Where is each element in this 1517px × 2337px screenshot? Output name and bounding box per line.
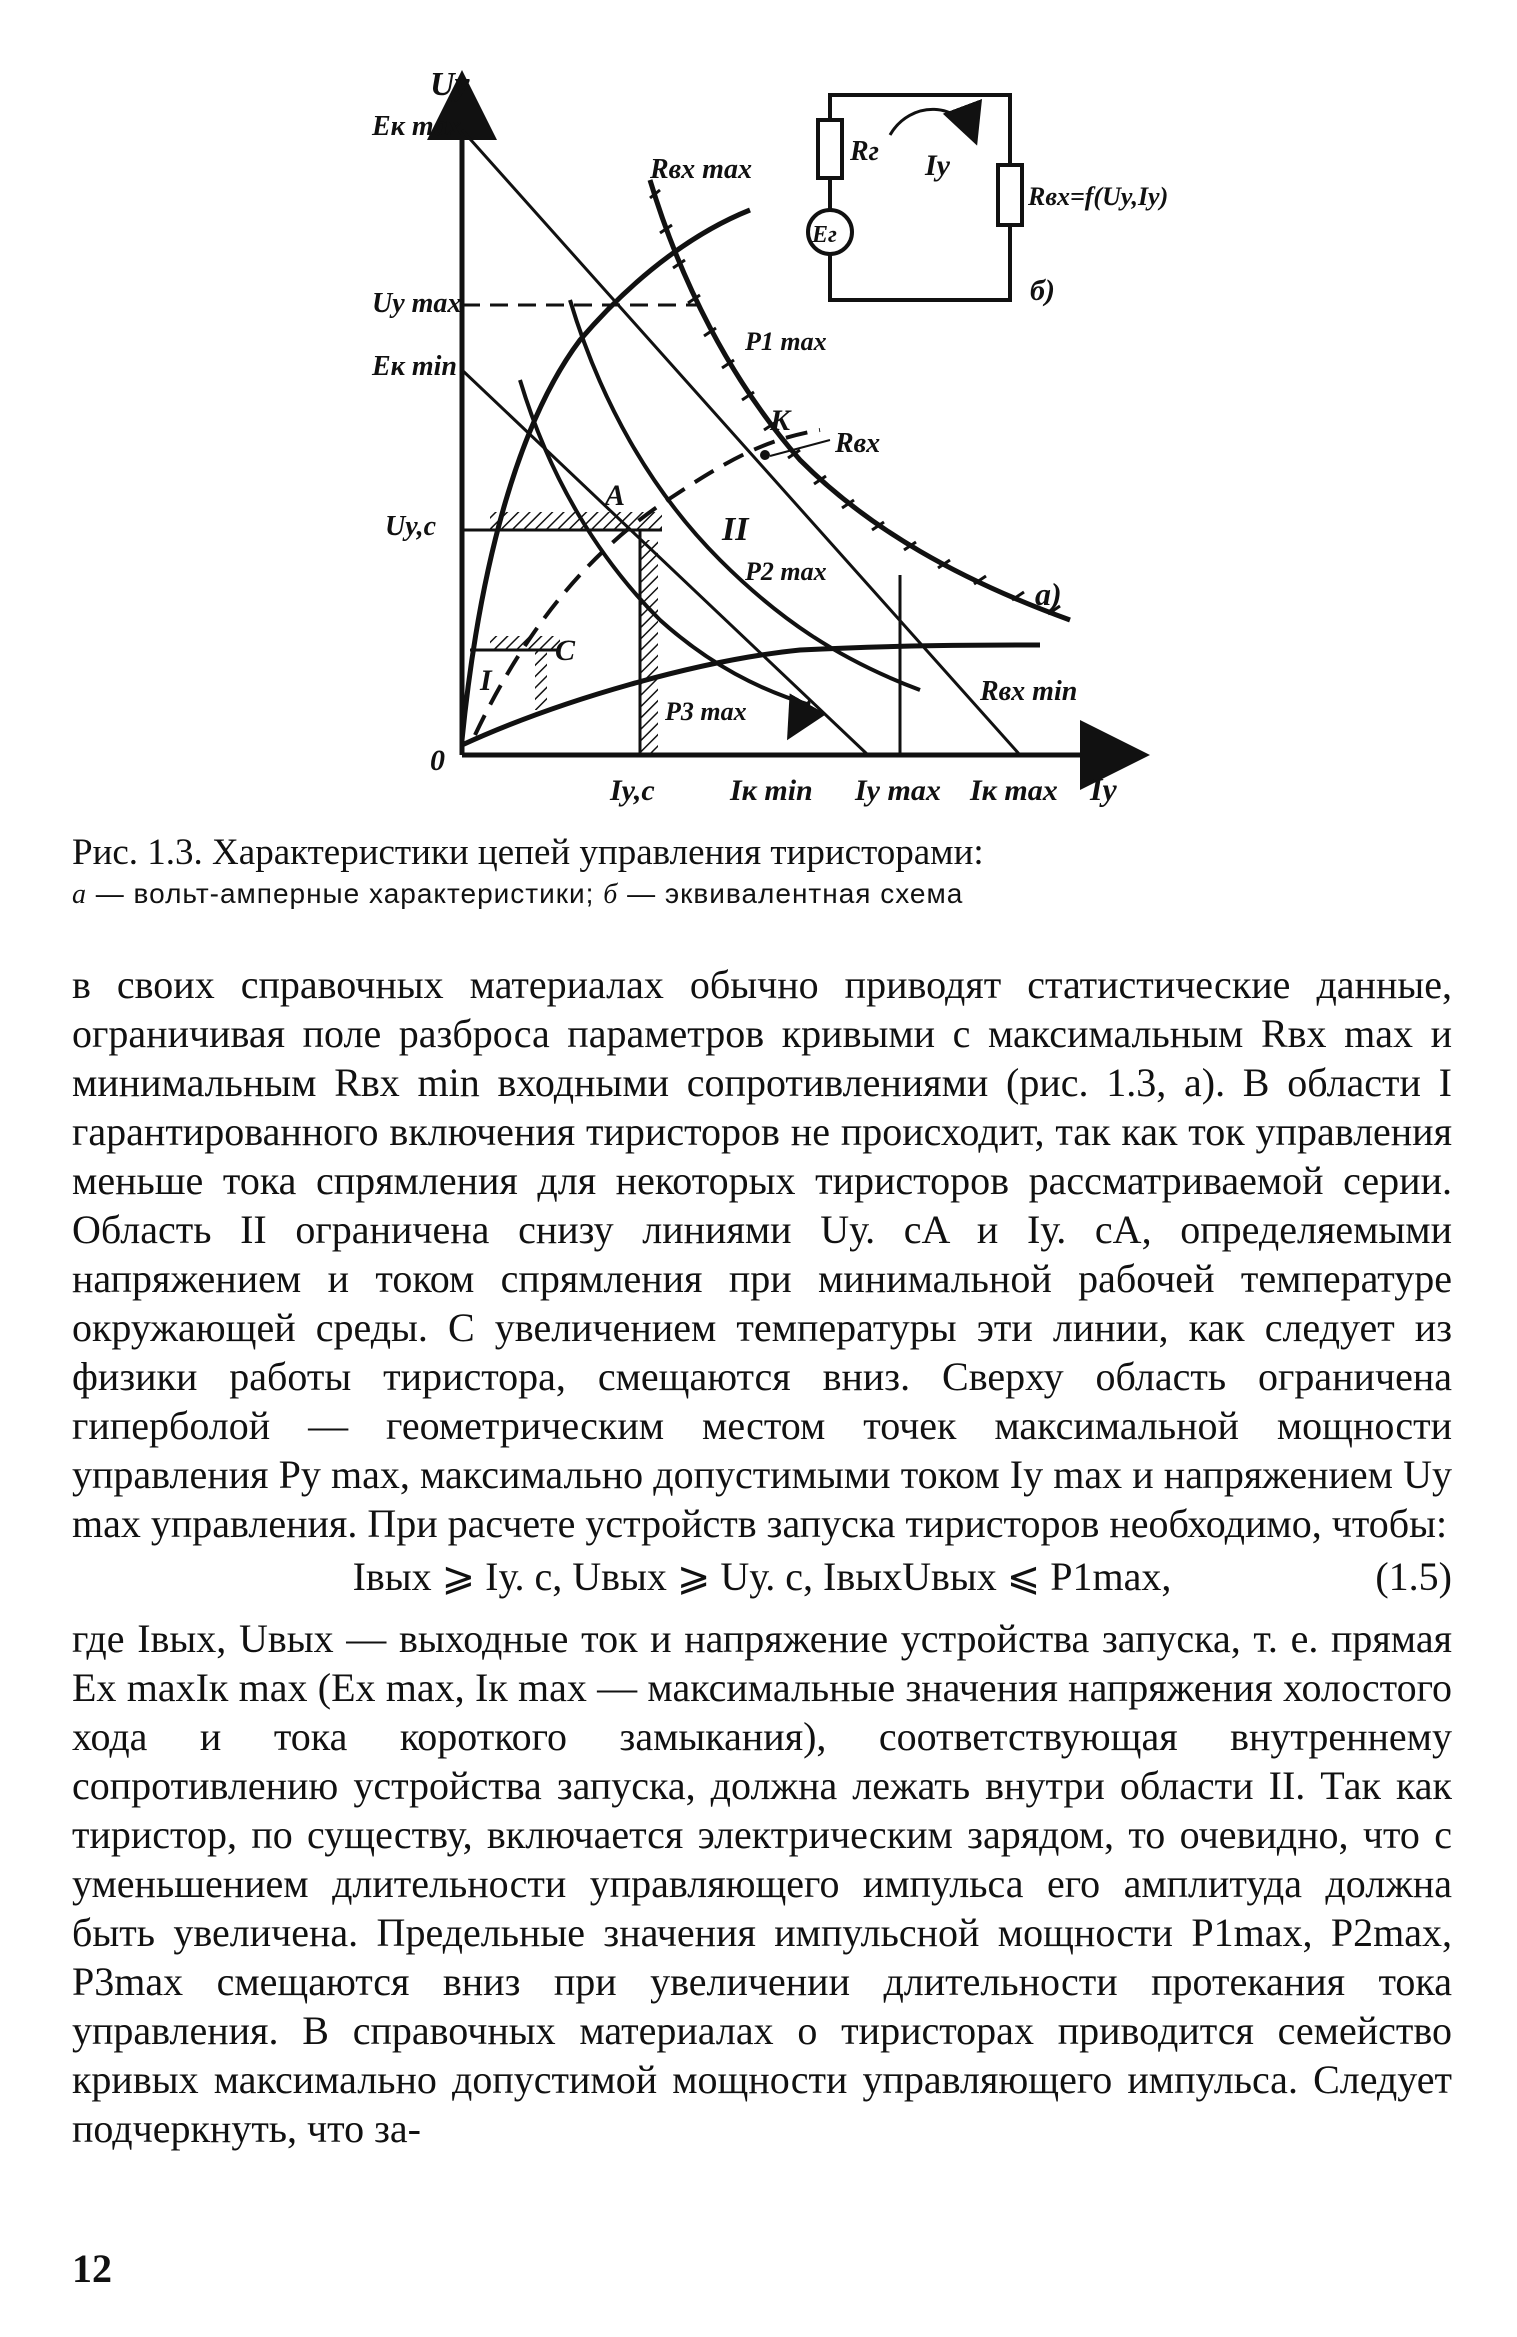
origin-label: 0 <box>430 744 445 777</box>
body-text <box>72 960 1452 2153</box>
formula-expression: Iвых ⩾ Iу. с, Uвых ⩾ Uу. с, IвыхUвых ⩽ P1max, <box>352 1554 1172 1599</box>
label-p1-max: P1 max <box>745 327 827 356</box>
region1-vhatch <box>535 650 547 710</box>
caption-letter-a: а <box>72 879 87 910</box>
tick-ek-min: Eк min <box>372 351 457 382</box>
equivalent-circuit <box>808 95 1168 307</box>
caption-title: Рис. 1.3. Характеристики цепей управления тиристорами: <box>72 832 984 873</box>
caption-sub-b: — эквивалентная схема <box>618 878 964 909</box>
resistor-rg <box>818 120 842 178</box>
formula-number: (1.5) <box>1375 1554 1452 1599</box>
shift-arrow <box>790 700 810 735</box>
caption-sub <box>72 876 1452 913</box>
label-rvx-min: Rвх min <box>980 676 1078 707</box>
label-panel-a: а) <box>1035 576 1062 612</box>
point-k <box>760 450 770 460</box>
label-c: C <box>555 634 576 667</box>
vac-chart <box>0 0 1517 940</box>
page-number: 12 <box>72 2246 112 2291</box>
label-rvx-func: Rвх=f(Uy,Iy) <box>1028 182 1169 211</box>
axis-y-label: Uy <box>430 66 470 103</box>
label-p3-max: P3 max <box>665 697 747 726</box>
formula-1-5 <box>72 1552 1452 1608</box>
caption-letter-b: б <box>603 879 619 910</box>
tick-uy-c: Uy,c <box>385 511 437 542</box>
label-eg: Eг <box>812 222 837 248</box>
label-region1: I <box>480 664 492 697</box>
label-rg: Rг <box>850 136 880 167</box>
label-p2-max: P2 max <box>745 557 827 586</box>
tick-ik-max: Iк max <box>970 774 1058 807</box>
label-k: K <box>770 404 791 437</box>
tick-iy-c: Iy,c <box>610 774 655 807</box>
label-a: A <box>605 479 626 512</box>
uy-c-hatch <box>490 512 662 530</box>
axis-x-label: Iy <box>1090 771 1117 807</box>
resistor-rvx <box>998 165 1022 225</box>
rvx-min-curve <box>462 645 1040 745</box>
label-iy: Iy <box>925 149 950 182</box>
tick-ik-min: Iк min <box>730 774 813 807</box>
label-rvx: Rвх <box>835 428 881 459</box>
tick-iy-max: Iy max <box>855 774 941 807</box>
caption-sub-a: — вольт-амперные характеристики; <box>87 878 604 909</box>
iy-c-hatch <box>640 540 658 755</box>
figure-caption <box>72 830 1452 913</box>
rvx-leader <box>770 440 830 456</box>
label-region2: II <box>722 511 749 548</box>
paragraph-2: где Iвых, Uвых — выходные ток и напряжение устройства запуска, т. е. прямая Eх maxIк max (Eх max, Iк max — максимальные значения напряжения холостого хода и тока короткого замыкания), соответствующая внутреннему сопротивлению устройства запуска, должна лежать внутри области II. Так как тиристор, по существу, включается электрическим зарядом, то очевидно, что с уменьшением длительности управляющего импульса его амплитуда должна быть увеличена. Предельные значения импульсной мощности P1max, P2max, P3max смещаются вниз при увеличении длительности протекания тока управления. В справочных материалах о тиристорах приводится семейство кривых максимально допустимой мощности управляющего импульса. Следует подчеркнуть, что за- <box>72 1616 1452 2151</box>
tick-uy-max: Uy max <box>372 288 462 319</box>
figure-1-3 <box>0 0 1517 940</box>
tick-ek-max: Eк max <box>372 111 462 142</box>
paragraph-1: в своих справочных материалах обычно приводят статистические данные, ограничивая поле разброса параметров кривыми с максимальным Rвх max и минимальным Rвх min входными сопротивлениями (рис. 1.3, а). В области I гарантированного включения тиристоров не происходит, так как ток управления меньше тока спрямления для некоторых тиристоров рассматриваемой серии. Область II ограничена снизу линиями Uу. сA и Iу. сA, определяемыми напряжением и током спрямления при минимальной рабочей температуре окружающей среды. С увеличением температуры эти линии, как следует из физики работы тиристора, смещаются вниз. Сверху область ограничена гиперболой — геометрическим местом точек максимальной мощности управления Pу max, максимально допустимыми током Iу max и напряжением Uу max управления. При расчете устройств запуска тиристоров необходимо, чтобы: <box>72 962 1452 1546</box>
label-rvx-max: Rвх max <box>650 154 752 185</box>
current-arrow <box>890 109 975 140</box>
label-panel-b: б) <box>1030 274 1055 307</box>
